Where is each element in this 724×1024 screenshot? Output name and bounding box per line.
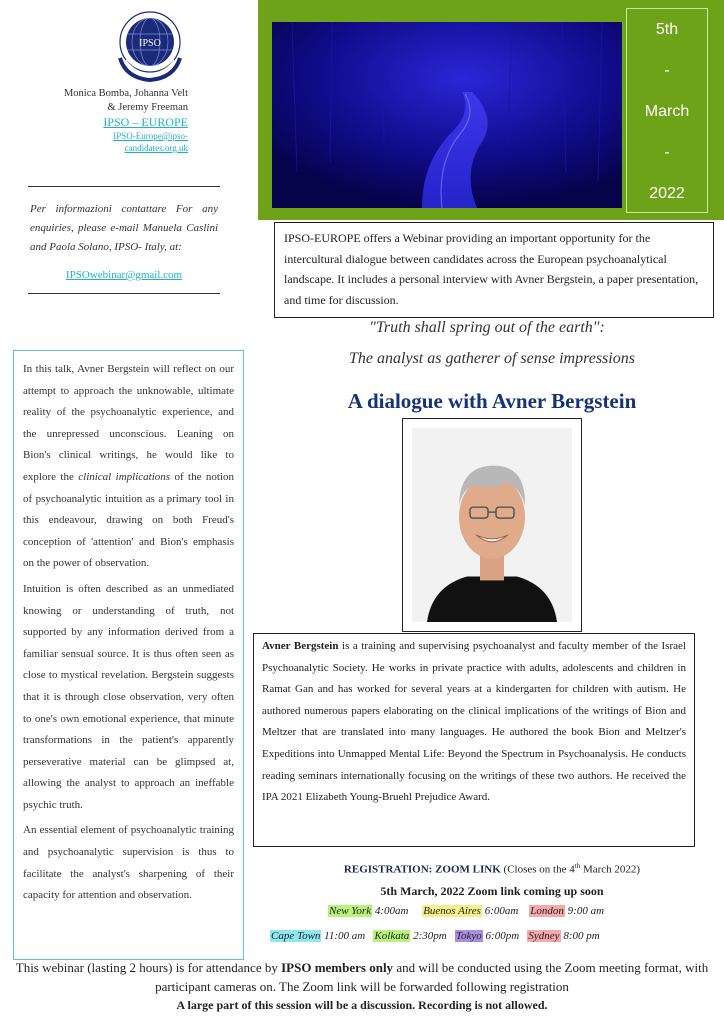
tz-time: 6:00am	[484, 905, 519, 917]
abstract-paragraph: Intuition is often described as an unmediated knowing or understanding of truth, not supported by any information derived from a familiar sensual source. It is thus often seen as close to mystical revelation. Bergstein suggests that it is through close observation, very often to one's own emotional experience, that minute transformations in the patient's apparently perseverative material can be glimpsed at, allowing the analyst to approach an ineffable psychic truth.	[23, 582, 234, 811]
forest-path-image	[272, 22, 622, 208]
ipso-europe-link[interactable]: IPSO – EUROPE	[103, 115, 188, 129]
tz-time: 11:00 am	[324, 930, 366, 942]
speaker-photo-frame	[402, 418, 582, 632]
speaker-bio	[253, 633, 695, 847]
abstract-paragraph	[23, 359, 234, 575]
tz-time: 9:00 am	[567, 905, 605, 917]
timezone-row	[270, 930, 600, 942]
intro-text: IPSO-EUROPE offers a Webinar providing an important opportunity for the intercultural dialogue between candidates across the European psychoanalytical landscape. It includes a personal interview with Avner Bergstein, a paper presentation, and time for discussion.	[274, 222, 714, 318]
registration-heading	[250, 862, 724, 876]
registration-closes-sup: th	[574, 862, 581, 870]
tz-city: Kolkata	[374, 930, 410, 942]
italy-email-link[interactable]: IPSOwebinar@gmail.com	[65, 269, 183, 281]
attendance-notice	[0, 958, 724, 996]
tz-city: Cape Town	[271, 930, 321, 942]
tz-city: London	[530, 905, 564, 917]
registration-closes: March 2022)	[580, 863, 641, 876]
tz-time: 6:00pm	[485, 930, 520, 942]
headline: A dialogue with Avner Bergstein	[347, 389, 637, 413]
abstract-text: In this talk, Avner Bergstein will reflect on our attempt to approach the unknowable, ultimate reality of the psychoanalytic experience, and the unrepressed unconscious. Leaning on Bion's clinical writings, he would like to explore the	[23, 363, 234, 483]
ipso-europe-email-link[interactable]: IPSO-Europe@ipso-candidates.org.uk	[113, 131, 188, 153]
title-subtitle: The analyst as gatherer of sense impressions	[349, 350, 635, 367]
members-only: IPSO members only	[281, 960, 394, 975]
speaker-photo	[412, 428, 572, 622]
abstract-paragraph: An essential element of psychoanalytic training and psychoanalytic supervision is thus to facilitate the analyst's sharpening of their capacity for attention and observation.	[23, 824, 234, 902]
tz-city: Tokyo	[455, 930, 482, 942]
recording-notice: A large part of this session will be a discussion. Recording is not allowed.	[176, 998, 548, 1012]
abstract-text: of the notion of psychoanalytic intuition as a primary tool in this endeavour, drawing on both Freud's conception of 'attention' and Bion's emphasis on the power of observation.	[23, 470, 234, 570]
zoom-link-notice: 5th March, 2022 Zoom link coming up soon	[380, 884, 604, 898]
divider-top	[28, 186, 220, 187]
organizer-contact	[60, 87, 188, 154]
header-banner	[258, 0, 724, 220]
title-quote: "Truth shall spring out of the earth":	[369, 319, 605, 336]
registration-title: REGISTRATION: ZOOM LINK	[343, 863, 501, 876]
ipso-logo	[112, 8, 188, 84]
speaker-name: Avner Bergstein	[262, 640, 339, 652]
tz-time: 4:00am	[374, 905, 409, 917]
logo-text: IPSO	[139, 38, 161, 49]
tz-time: 2:30pm	[413, 930, 447, 942]
attendance-text: and will be conducted using the Zoom meeting format, with participant cameras on. The Zoom link will be forwarded following registration	[155, 960, 709, 994]
registration-closes: (Closes on the 4	[503, 863, 575, 876]
organizer-names: Monica Bomba, Johanna Velt & Jeremy Freeman	[63, 88, 188, 113]
date-separator: -	[664, 144, 670, 161]
divider-bottom	[28, 293, 220, 294]
date-year: 2022	[649, 185, 685, 202]
bio-text: is a training and supervising psychoanalyst and faculty member of the Israel Psychoanalytic Society. He works in private practice with adults, adolescents and children in Ramat Gan and has worked for several years at a kindergarten for children with autism. He authored numerous papers elaborating on the clinical implications of the writings of Bion and Meltzer that are translated into many languages. He authored the book Bion and Meltzer's Expeditions into Unmapped Mental Life: Beyond the Spectrum in Psychoanalysis. He conducts reading seminars internationally focusing on the writings of these two authors. He received the IPA 2021 Elizabeth Young-Bruehl Prejudice Award.	[262, 640, 686, 804]
abstract-box	[13, 350, 244, 960]
date-separator: -	[664, 62, 670, 79]
timezone-row	[328, 905, 604, 917]
tz-city: Buenos Aires	[423, 905, 481, 917]
date-month: March	[644, 103, 690, 120]
event-date-box	[626, 8, 708, 213]
tz-time: 8:00 pm	[563, 930, 600, 942]
abstract-emphasis: clinical implications	[78, 470, 171, 483]
tz-city: Sydney	[528, 930, 560, 942]
attendance-text: This webinar (lasting 2 hours) is for attendance by	[15, 960, 282, 975]
tz-city: New York	[329, 905, 372, 917]
date-day: 5th	[655, 21, 679, 38]
italy-contact-text: Per informazioni contattare For any enquiries, please e-mail Manuela Caslini and Paola Solano, IPSO- Italy, at:	[30, 203, 218, 253]
